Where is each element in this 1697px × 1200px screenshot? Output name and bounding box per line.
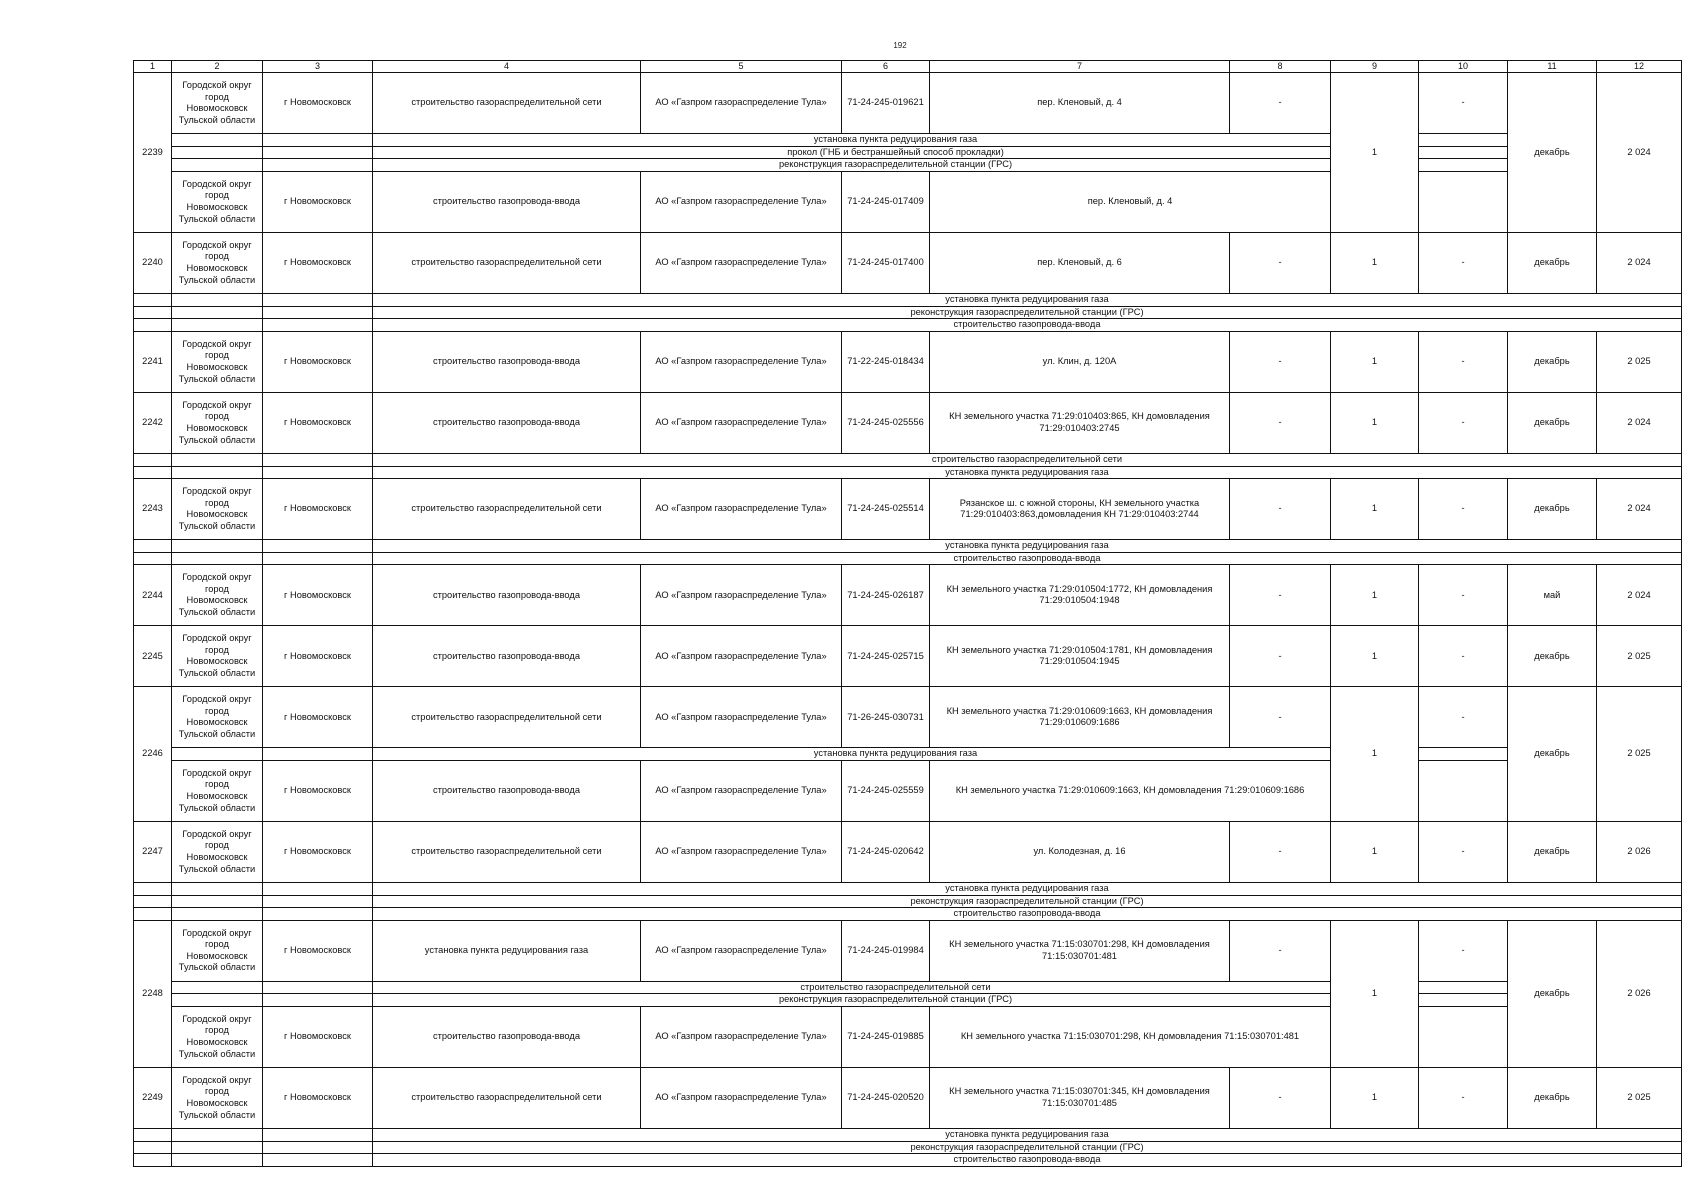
work-cell: строительство газопровода-ввода bbox=[373, 392, 641, 453]
org-cell: АО «Газпром газораспределение Тула» bbox=[641, 479, 842, 540]
page-number: 192 bbox=[893, 41, 907, 50]
city-cell: г Новомосковск bbox=[263, 920, 373, 981]
org-cell: АО «Газпром газораспределение Тула» bbox=[641, 760, 842, 821]
sub-row bbox=[134, 1141, 1682, 1154]
org-cell: АО «Газпром газораспределение Тула» bbox=[641, 1068, 842, 1129]
org-cell: АО «Газпром газораспределение Тула» bbox=[641, 392, 842, 453]
col8-cell: - bbox=[1230, 821, 1331, 882]
work-cell: строительство газопровода-ввода bbox=[373, 565, 641, 626]
col-header: 11 bbox=[1508, 61, 1597, 73]
month-cell: май bbox=[1508, 565, 1597, 626]
code-cell: 71-24-245-019621 bbox=[842, 73, 930, 134]
month-cell: декабрь bbox=[1508, 1068, 1597, 1129]
city-cell: г Новомосковск bbox=[263, 1068, 373, 1129]
sub-work-cell: строительство газопровода-ввода bbox=[373, 908, 1682, 921]
col-header: 12 bbox=[1597, 61, 1682, 73]
org-cell: АО «Газпром газораспределение Тула» bbox=[641, 331, 842, 392]
district-cell: Городской округ город Новомосковск Тульской области bbox=[172, 687, 263, 748]
district-cell: Городской округ город Новомосковск Тульской области bbox=[172, 479, 263, 540]
code-cell: 71-24-245-025559 bbox=[842, 760, 930, 821]
work-cell: строительство газораспределительной сети bbox=[373, 1068, 641, 1129]
code-cell: 71-24-245-017409 bbox=[842, 172, 930, 233]
year-cell: 2 026 bbox=[1597, 821, 1682, 882]
month-cell: декабрь bbox=[1508, 687, 1597, 822]
count-cell: 1 bbox=[1331, 479, 1419, 540]
sub-work-cell: установка пункта редуцирования газа bbox=[373, 882, 1682, 895]
work-cell: строительство газопровода-ввода bbox=[373, 760, 641, 821]
col8-cell: - bbox=[1230, 1068, 1331, 1129]
sub-work-cell: реконструкция газораспределительной станции (ГРС) bbox=[373, 994, 1419, 1007]
table-row bbox=[134, 233, 1682, 294]
col10-cell: - bbox=[1419, 233, 1508, 294]
district-cell: Городской округ город Новомосковск Тульской области bbox=[172, 626, 263, 687]
col10-cell: - bbox=[1419, 626, 1508, 687]
count-cell: 1 bbox=[1331, 565, 1419, 626]
sub-row bbox=[134, 453, 1682, 466]
sub-work-cell: строительство газопровода-ввода bbox=[373, 552, 1682, 565]
sub-row bbox=[134, 981, 1682, 994]
registry-table bbox=[133, 60, 1682, 1167]
table-row bbox=[134, 172, 1682, 233]
sub-row bbox=[134, 1154, 1682, 1167]
address-cell: ул. Клин, д. 120А bbox=[930, 331, 1230, 392]
sub-work-cell: реконструкция газораспределительной станции (ГРС) bbox=[373, 895, 1682, 908]
month-cell: декабрь bbox=[1508, 233, 1597, 294]
col10-cell: - bbox=[1419, 565, 1508, 626]
row-number: 2249 bbox=[134, 1068, 172, 1129]
table-row bbox=[134, 626, 1682, 687]
table-row bbox=[134, 1068, 1682, 1129]
col10-cell: - bbox=[1419, 479, 1508, 540]
sub-work-cell: строительство газораспределительной сети bbox=[373, 981, 1419, 994]
col-header: 4 bbox=[373, 61, 641, 73]
col8-cell: - bbox=[1230, 233, 1331, 294]
city-cell: г Новомосковск bbox=[263, 687, 373, 748]
sub-work-cell: реконструкция газораспределительной станции (ГРС) bbox=[373, 306, 1682, 319]
city-cell: г Новомосковск bbox=[263, 172, 373, 233]
col10-cell: - bbox=[1419, 821, 1508, 882]
district-cell: Городской округ город Новомосковск Тульской области bbox=[172, 392, 263, 453]
org-cell: АО «Газпром газораспределение Тула» bbox=[641, 1007, 842, 1068]
sub-work-cell: строительство газопровода-ввода bbox=[373, 1154, 1682, 1167]
table-row bbox=[134, 687, 1682, 748]
sub-work-cell: установка пункта редуцирования газа bbox=[373, 294, 1682, 307]
org-cell: АО «Газпром газораспределение Тула» bbox=[641, 821, 842, 882]
row-number: 2246 bbox=[134, 687, 172, 822]
sub-row bbox=[134, 895, 1682, 908]
count-cell: 1 bbox=[1331, 392, 1419, 453]
row-number: 2245 bbox=[134, 626, 172, 687]
count-cell: 1 bbox=[1331, 233, 1419, 294]
year-cell: 2 024 bbox=[1597, 565, 1682, 626]
year-cell: 2 025 bbox=[1597, 687, 1682, 822]
table-row bbox=[134, 821, 1682, 882]
sub-work-cell: установка пункта редуцирования газа bbox=[373, 466, 1682, 479]
col8-cell: - bbox=[1230, 331, 1331, 392]
col8-cell: - bbox=[1230, 687, 1331, 748]
org-cell: АО «Газпром газораспределение Тула» bbox=[641, 172, 842, 233]
district-cell: Городской округ город Новомосковск Тульской области bbox=[172, 565, 263, 626]
org-cell: АО «Газпром газораспределение Тула» bbox=[641, 687, 842, 748]
district-cell: Городской округ город Новомосковск Тульской области bbox=[172, 1007, 263, 1068]
city-cell: г Новомосковск bbox=[263, 479, 373, 540]
sub-row bbox=[134, 159, 1682, 172]
table-row bbox=[134, 73, 1682, 134]
table-row bbox=[134, 392, 1682, 453]
col-header: 5 bbox=[641, 61, 842, 73]
sub-row bbox=[134, 306, 1682, 319]
sub-work-cell: установка пункта редуцирования газа bbox=[373, 134, 1419, 147]
count-cell: 1 bbox=[1331, 1068, 1419, 1129]
work-cell: строительство газораспределительной сети bbox=[373, 479, 641, 540]
col-header: 10 bbox=[1419, 61, 1508, 73]
district-cell: Городской округ город Новомосковск Тульской области bbox=[172, 760, 263, 821]
year-cell: 2 026 bbox=[1597, 920, 1682, 1067]
col-header: 9 bbox=[1331, 61, 1419, 73]
year-cell: 2 025 bbox=[1597, 331, 1682, 392]
work-cell: строительство газораспределительной сети bbox=[373, 687, 641, 748]
code-cell: 71-22-245-018434 bbox=[842, 331, 930, 392]
district-cell: Городской округ город Новомосковск Тульской области bbox=[172, 821, 263, 882]
col-header: 1 bbox=[134, 61, 172, 73]
sub-work-cell: реконструкция газораспределительной станции (ГРС) bbox=[373, 1141, 1682, 1154]
sub-row bbox=[134, 319, 1682, 332]
table-row bbox=[134, 920, 1682, 981]
address-cell: КН земельного участка 71:29:010609:1663, КН домовладения 71:29:010609:1686 bbox=[930, 760, 1331, 821]
col8-cell: - bbox=[1230, 479, 1331, 540]
sub-work-cell: установка пункта редуцирования газа bbox=[373, 748, 1419, 761]
col-header: 3 bbox=[263, 61, 373, 73]
year-cell: 2 025 bbox=[1597, 626, 1682, 687]
table-row bbox=[134, 1007, 1682, 1068]
work-cell: строительство газораспределительной сети bbox=[373, 821, 641, 882]
count-cell: 1 bbox=[1331, 626, 1419, 687]
district-cell: Городской округ город Новомосковск Тульской области bbox=[172, 233, 263, 294]
column-numbers-row bbox=[134, 61, 1682, 73]
address-cell: КН земельного участка 71:15:030701:345, КН домовладения 71:15:030701:485 bbox=[930, 1068, 1230, 1129]
col-header: 7 bbox=[930, 61, 1230, 73]
sub-row bbox=[134, 540, 1682, 553]
sub-row bbox=[134, 748, 1682, 761]
code-cell: 71-24-245-026187 bbox=[842, 565, 930, 626]
city-cell: г Новомосковск bbox=[263, 565, 373, 626]
code-cell: 71-24-245-025715 bbox=[842, 626, 930, 687]
sub-work-cell: строительство газораспределительной сети bbox=[373, 453, 1682, 466]
code-cell: 71-24-245-020642 bbox=[842, 821, 930, 882]
col-header: 2 bbox=[172, 61, 263, 73]
address-cell: КН земельного участка 71:29:010504:1781, КН домовладения 71:29:010504:1945 bbox=[930, 626, 1230, 687]
row-number: 2239 bbox=[134, 73, 172, 233]
col10-cell: - bbox=[1419, 392, 1508, 453]
year-cell: 2 024 bbox=[1597, 392, 1682, 453]
district-cell: Городской округ город Новомосковск Тульской области bbox=[172, 920, 263, 981]
col8-cell: - bbox=[1230, 565, 1331, 626]
count-cell: 1 bbox=[1331, 73, 1419, 233]
org-cell: АО «Газпром газораспределение Тула» bbox=[641, 920, 842, 981]
col8-cell: - bbox=[1230, 920, 1331, 981]
col-header: 6 bbox=[842, 61, 930, 73]
city-cell: г Новомосковск bbox=[263, 331, 373, 392]
col8-cell: - bbox=[1230, 73, 1331, 134]
district-cell: Городской округ город Новомосковск Тульской области bbox=[172, 1068, 263, 1129]
row-number: 2248 bbox=[134, 920, 172, 1067]
code-cell: 71-24-245-025556 bbox=[842, 392, 930, 453]
month-cell: декабрь bbox=[1508, 331, 1597, 392]
city-cell: г Новомосковск bbox=[263, 392, 373, 453]
sub-work-cell: строительство газопровода-ввода bbox=[373, 319, 1682, 332]
address-cell: пер. Кленовый, д. 4 bbox=[930, 172, 1331, 233]
district-cell: Городской округ город Новомосковск Тульской области bbox=[172, 331, 263, 392]
address-cell: Рязанское ш. с южной стороны, КН земельного участка 71:29:010403:863,домовладения КН 71:29:010403:2744 bbox=[930, 479, 1230, 540]
count-cell: 1 bbox=[1331, 920, 1419, 1067]
district-cell: Городской округ город Новомосковск Тульской области bbox=[172, 172, 263, 233]
row-number: 2244 bbox=[134, 565, 172, 626]
year-cell: 2 024 bbox=[1597, 479, 1682, 540]
city-cell: г Новомосковск bbox=[263, 233, 373, 294]
sub-work-cell: установка пункта редуцирования газа bbox=[373, 1129, 1682, 1142]
col10-cell: - bbox=[1419, 920, 1508, 981]
year-cell: 2 024 bbox=[1597, 73, 1682, 233]
sub-row bbox=[134, 146, 1682, 159]
month-cell: декабрь bbox=[1508, 392, 1597, 453]
sub-row bbox=[134, 994, 1682, 1007]
row-number: 2243 bbox=[134, 479, 172, 540]
code-cell: 71-26-245-030731 bbox=[842, 687, 930, 748]
work-cell: строительство газораспределительной сети bbox=[373, 233, 641, 294]
col10-cell: - bbox=[1419, 331, 1508, 392]
address-cell: ул. Колодезная, д. 16 bbox=[930, 821, 1230, 882]
code-cell: 71-24-245-017400 bbox=[842, 233, 930, 294]
row-number: 2241 bbox=[134, 331, 172, 392]
work-cell: строительство газопровода-ввода bbox=[373, 172, 641, 233]
month-cell: декабрь bbox=[1508, 920, 1597, 1067]
org-cell: АО «Газпром газораспределение Тула» bbox=[641, 626, 842, 687]
count-cell: 1 bbox=[1331, 821, 1419, 882]
work-cell: установка пункта редуцирования газа bbox=[373, 920, 641, 981]
sub-row bbox=[134, 882, 1682, 895]
address-cell: КН земельного участка 71:29:010403:865, КН домовладения 71:29:010403:2745 bbox=[930, 392, 1230, 453]
row-number: 2247 bbox=[134, 821, 172, 882]
col10-cell: - bbox=[1419, 73, 1508, 134]
col10-cell: - bbox=[1419, 1068, 1508, 1129]
year-cell: 2 025 bbox=[1597, 1068, 1682, 1129]
row-number: 2242 bbox=[134, 392, 172, 453]
year-cell: 2 024 bbox=[1597, 233, 1682, 294]
sub-row bbox=[134, 134, 1682, 147]
month-cell: декабрь bbox=[1508, 626, 1597, 687]
sub-row bbox=[134, 552, 1682, 565]
address-cell: КН земельного участка 71:15:030701:298, КН домовладения 71:15:030701:481 bbox=[930, 1007, 1331, 1068]
code-cell: 71-24-245-019885 bbox=[842, 1007, 930, 1068]
sub-work-cell: установка пункта редуцирования газа bbox=[373, 540, 1682, 553]
table-row bbox=[134, 565, 1682, 626]
city-cell: г Новомосковск bbox=[263, 626, 373, 687]
work-cell: строительство газораспределительной сети bbox=[373, 73, 641, 134]
col10-cell: - bbox=[1419, 687, 1508, 748]
code-cell: 71-24-245-019984 bbox=[842, 920, 930, 981]
district-cell: Городской округ город Новомосковск Тульской области bbox=[172, 73, 263, 134]
address-cell: КН земельного участка 71:29:010609:1663, КН домовладения 71:29:010609:1686 bbox=[930, 687, 1230, 748]
address-cell: КН земельного участка 71:29:010504:1772, КН домовладения 71:29:010504:1948 bbox=[930, 565, 1230, 626]
sub-row bbox=[134, 294, 1682, 307]
col8-cell: - bbox=[1230, 626, 1331, 687]
address-cell: пер. Кленовый, д. 6 bbox=[930, 233, 1230, 294]
sub-work-cell: прокол (ГНБ и бестраншейный способ прокладки) bbox=[373, 146, 1419, 159]
month-cell: декабрь bbox=[1508, 73, 1597, 233]
row-number: 2240 bbox=[134, 233, 172, 294]
sub-row bbox=[134, 1129, 1682, 1142]
org-cell: АО «Газпром газораспределение Тула» bbox=[641, 73, 842, 134]
city-cell: г Новомосковск bbox=[263, 1007, 373, 1068]
sub-row bbox=[134, 466, 1682, 479]
table-row bbox=[134, 331, 1682, 392]
code-cell: 71-24-245-020520 bbox=[842, 1068, 930, 1129]
sub-work-cell: реконструкция газораспределительной станции (ГРС) bbox=[373, 159, 1419, 172]
col-header: 8 bbox=[1230, 61, 1331, 73]
count-cell: 1 bbox=[1331, 331, 1419, 392]
month-cell: декабрь bbox=[1508, 821, 1597, 882]
city-cell: г Новомосковск bbox=[263, 821, 373, 882]
city-cell: г Новомосковск bbox=[263, 73, 373, 134]
address-cell: КН земельного участка 71:15:030701:298, КН домовладения 71:15:030701:481 bbox=[930, 920, 1230, 981]
work-cell: строительство газопровода-ввода bbox=[373, 331, 641, 392]
table-row bbox=[134, 760, 1682, 821]
org-cell: АО «Газпром газораспределение Тула» bbox=[641, 565, 842, 626]
col8-cell: - bbox=[1230, 392, 1331, 453]
code-cell: 71-24-245-025514 bbox=[842, 479, 930, 540]
month-cell: декабрь bbox=[1508, 479, 1597, 540]
work-cell: строительство газопровода-ввода bbox=[373, 626, 641, 687]
work-cell: строительство газопровода-ввода bbox=[373, 1007, 641, 1068]
org-cell: АО «Газпром газораспределение Тула» bbox=[641, 233, 842, 294]
table-row bbox=[134, 479, 1682, 540]
city-cell: г Новомосковск bbox=[263, 760, 373, 821]
sub-row bbox=[134, 908, 1682, 921]
address-cell: пер. Кленовый, д. 4 bbox=[930, 73, 1230, 134]
count-cell: 1 bbox=[1331, 687, 1419, 822]
